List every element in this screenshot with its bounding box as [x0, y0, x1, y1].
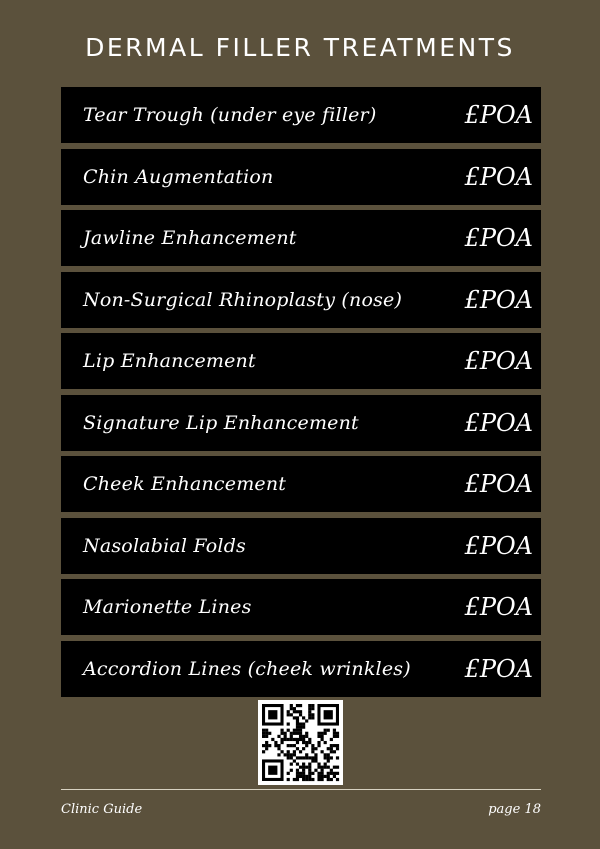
treatment-name: Non-Surgical Rhinoplasty (nose): [83, 288, 403, 311]
treatment-name: Jawline Enhancement: [83, 227, 297, 249]
treatment-row: [61, 641, 541, 697]
treatment-row: [61, 210, 541, 266]
treatment-row: [61, 333, 541, 389]
treatment-row: [61, 149, 541, 205]
page-number: page 18: [488, 802, 541, 817]
footer-guide-label: Clinic Guide: [61, 802, 143, 817]
treatment-row: [61, 518, 541, 574]
treatment-name: Marionette Lines: [83, 596, 252, 618]
treatment-price: £POA: [464, 654, 533, 683]
treatment-name: Cheek Enhancement: [83, 473, 287, 495]
treatment-price: £POA: [464, 285, 533, 314]
treatment-name: Tear Trough (under eye filler): [83, 104, 377, 126]
footer-divider: [61, 789, 541, 790]
treatment-name: Nasolabial Folds: [83, 534, 247, 557]
treatment-row: [61, 456, 541, 512]
treatment-price: £POA: [464, 101, 533, 129]
treatment-row: [61, 395, 541, 451]
treatment-price: £POA: [464, 347, 533, 375]
treatment-name: Signature Lip Enhancement: [83, 411, 359, 434]
treatment-price: £POA: [464, 470, 533, 498]
treatment-price: £POA: [464, 408, 533, 437]
treatment-name: Accordion Lines (cheek wrinkles): [83, 657, 411, 680]
treatment-price: £POA: [464, 593, 533, 621]
page-title: DERMAL FILLER TREATMENTS: [85, 33, 515, 62]
treatment-name: Chin Augmentation: [83, 165, 274, 188]
treatment-price: £POA: [464, 531, 533, 560]
treatment-price: £POA: [464, 224, 533, 252]
treatment-name: Lip Enhancement: [83, 350, 256, 372]
qr-code-graphic: [258, 700, 343, 785]
treatment-row: [61, 87, 541, 143]
treatment-row: [61, 579, 541, 635]
treatment-price: £POA: [464, 162, 533, 191]
treatment-list: [61, 87, 541, 702]
treatment-row: [61, 272, 541, 328]
qr-code-icon[interactable]: [258, 700, 343, 785]
